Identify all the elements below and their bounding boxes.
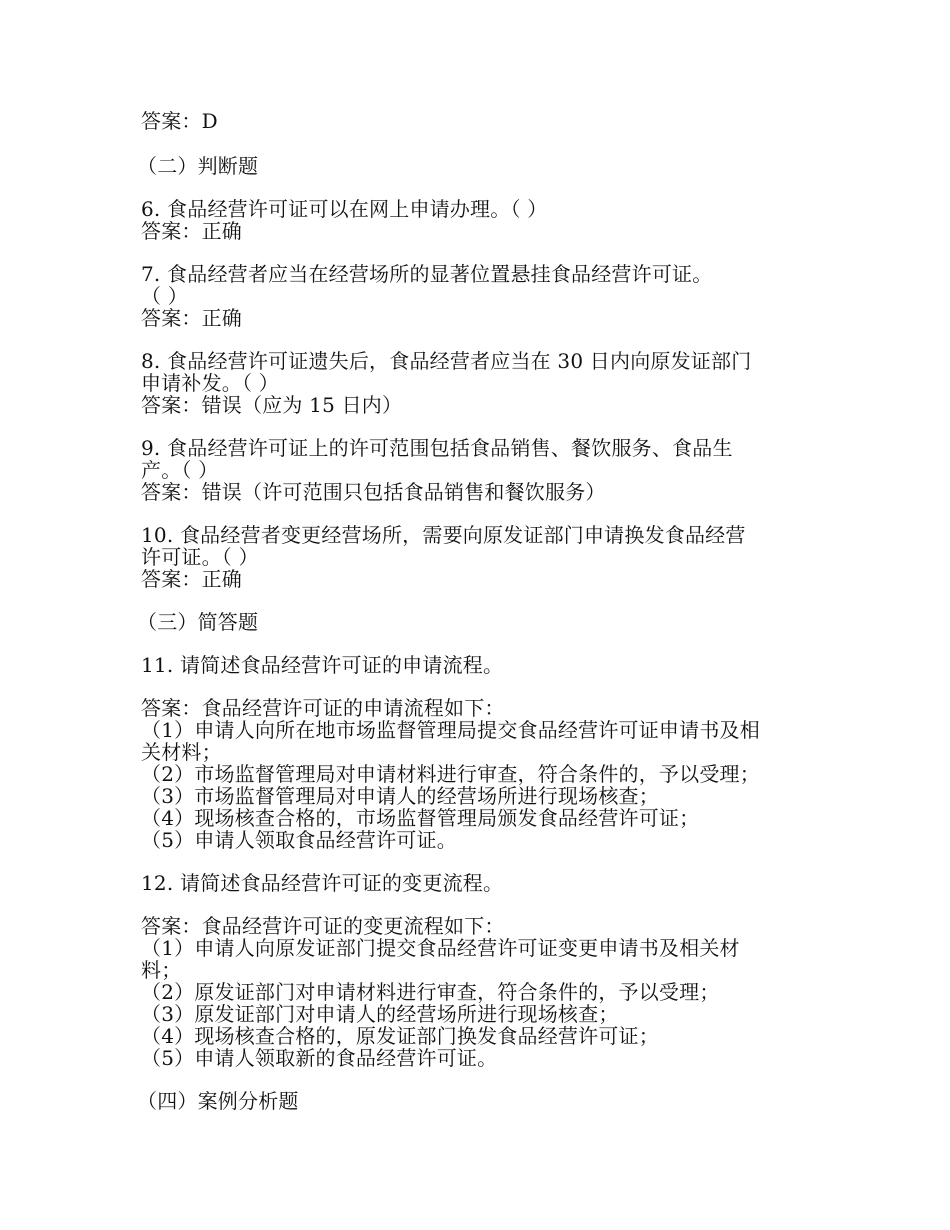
answer-12-step3: （3）原发证部门对申请人的经营场所进行现场核查； — [141, 1002, 619, 1026]
question-12: 12. 请简述食品经营许可证的变更流程。 — [141, 871, 504, 895]
question-11: 11. 请简述食品经营许可证的申请流程。 — [141, 653, 504, 677]
answer-12-intro: 答案：食品经营许可证的变更流程如下： — [141, 914, 505, 938]
answer-9: 答案：错误（许可范围只包括食品销售和餐饮服务） — [141, 480, 606, 504]
answer-12-step1-line2: 料； — [141, 958, 182, 982]
answer-11-step1-line1: （1）申请人向所在地市场监督管理局提交食品经营许可证申请书及相 — [141, 718, 760, 742]
answer-12-step2: （2）原发证部门对申请材料进行审查，符合条件的，予以受理； — [141, 980, 720, 1004]
section-heading-case-analysis: （四）案例分析题 — [137, 1089, 299, 1113]
section-heading-short-answer: （三）简答题 — [137, 610, 259, 634]
answer-11-intro: 答案：食品经营许可证的申请流程如下： — [141, 696, 505, 720]
answer-8: 答案：错误（应为 15 日内） — [141, 393, 403, 417]
question-10-line1: 10. 食品经营者变更经营场所，需要向原发证部门申请换发食品经营 — [141, 523, 746, 547]
answer-12-step5: （5）申请人领取新的食品经营许可证。 — [141, 1046, 498, 1070]
question-8-line2: 申请补发。（ ） — [141, 371, 279, 395]
question-10-line2: 许可证。（ ） — [141, 545, 259, 569]
question-7-line2: （ ） — [141, 284, 188, 308]
question-9-line1: 9. 食品经营许可证上的许可范围包括食品销售、餐饮服务、食品生 — [141, 436, 733, 460]
answer-11-step3: （3）市场监督管理局对申请人的经营场所进行现场核查； — [141, 784, 659, 808]
answer-10: 答案：正确 — [141, 567, 242, 591]
section-heading-judgement: （二）判断题 — [137, 154, 259, 178]
answer-line: 答案：D — [141, 109, 218, 133]
answer-11-step2: （2）市场监督管理局对申请材料进行审查，符合条件的，予以受理； — [141, 762, 760, 786]
answer-12-step4: （4）现场核查合格的，原发证部门换发食品经营许可证； — [141, 1024, 659, 1048]
question-9-line2: 产。（ ） — [141, 458, 219, 482]
answer-6: 答案：正确 — [141, 219, 242, 243]
answer-12-step1-line1: （1）申请人向原发证部门提交食品经营许可证变更申请书及相关材 — [141, 936, 740, 960]
answer-11-step5: （5）申请人领取食品经营许可证。 — [141, 828, 457, 852]
question-6: 6. 食品经营许可证可以在网上申请办理。（ ） — [141, 197, 548, 221]
answer-7: 答案：正确 — [141, 306, 242, 330]
question-8-line1: 8. 食品经营许可证遗失后，食品经营者应当在 30 日内向原发证部门 — [141, 349, 752, 373]
answer-11-step1-line2: 关材料； — [141, 740, 222, 764]
answer-11-step4: （4）现场核查合格的，市场监督管理局颁发食品经营许可证； — [141, 806, 700, 830]
question-7-line1: 7. 食品经营者应当在经营场所的显著位置悬挂食品经营许可证。 — [141, 262, 713, 286]
